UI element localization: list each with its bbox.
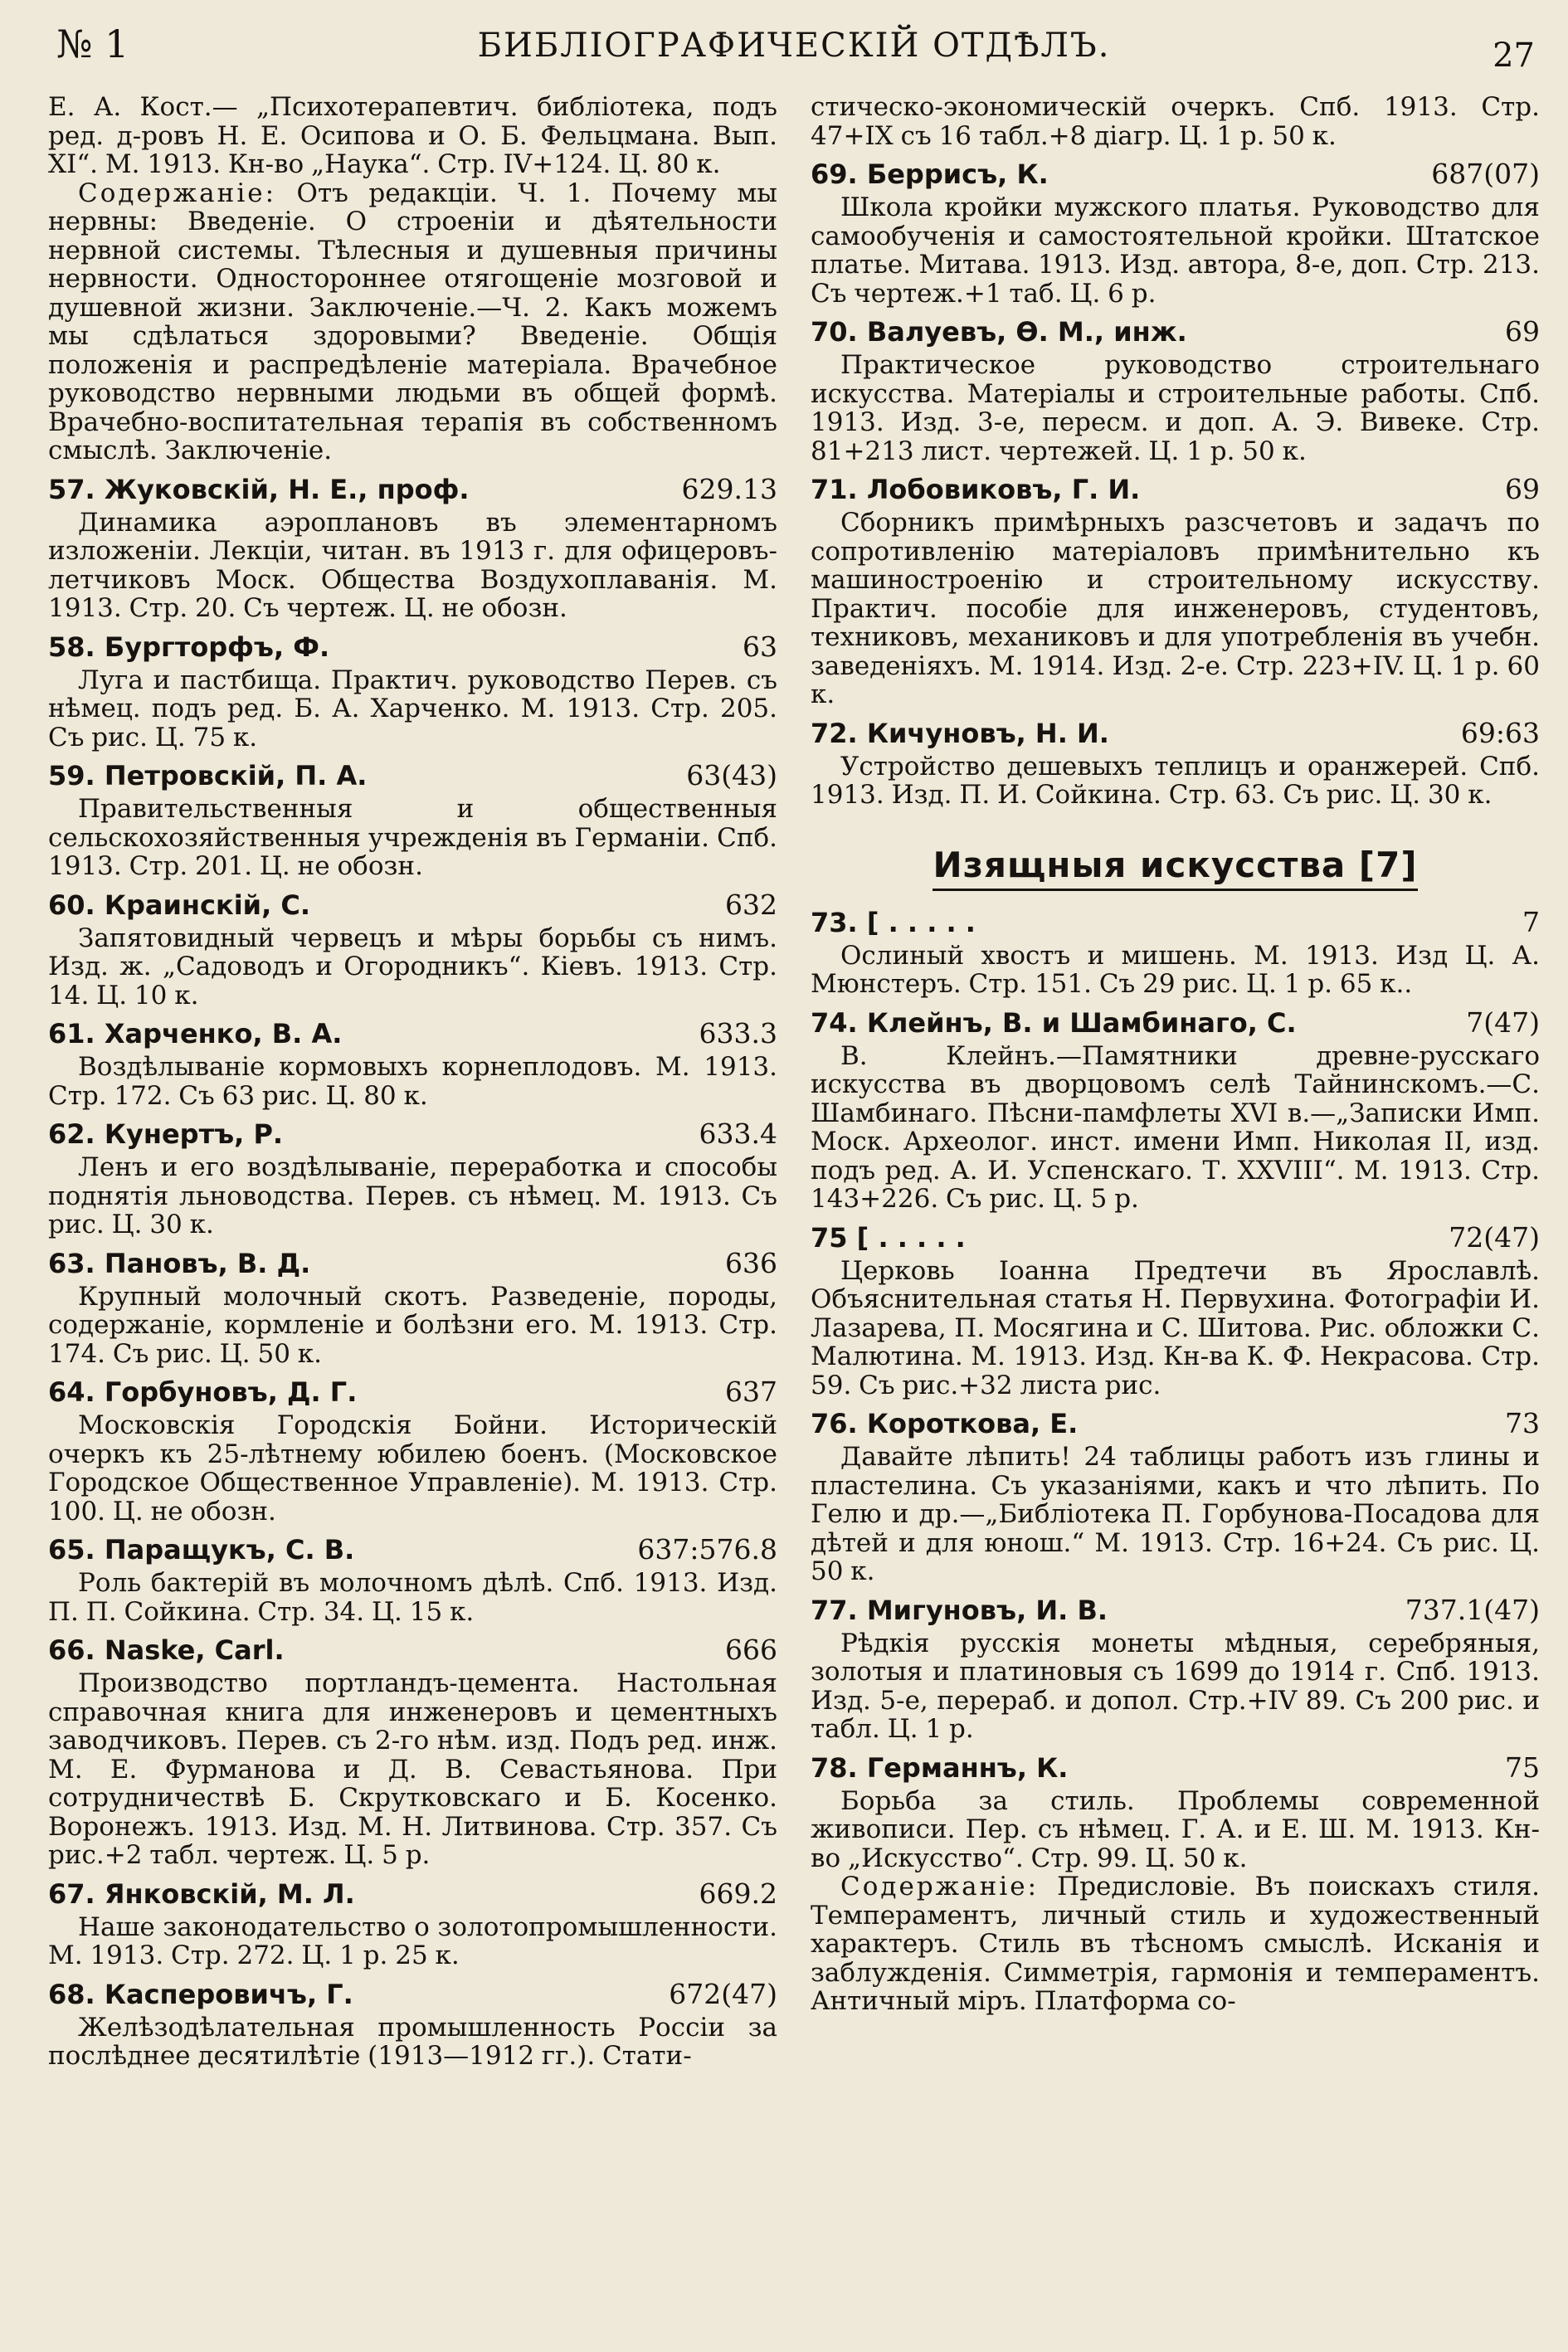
entry-description: В. Клейнъ.—Памятники древне-русскаго искусства въ дворцовомъ селѣ Тайнинскомъ.—С. Шамбинаго. Пѣсни-памфлеты XVI в.—„Записки Имп. Моск. Археолог. инст. имени Имп. Николая II, изд. подъ ред. А. И. Успенскаго. Т. XXVIII“. М. 1913. Стр. 143+226. Съ рис. Ц. 5 р.: [811, 1040, 1540, 1214]
classification-code: 633.3: [699, 1017, 777, 1049]
art-entry-list: [811, 907, 1540, 1873]
entry-author: [48, 1118, 283, 1150]
bibliography-entry: [48, 474, 777, 623]
contents-paragraph: [48, 179, 777, 465]
continued-entry-text: Е. А. Кост.— „Психотерапевтич. библіотека, подъ ред. д-ровъ Н. Е. Осипова и О. Б. Фельцмана. Вып. XI“. М. 1913. Кн-во „Наука“. Стр. IV+124. Ц. 80 к.: [48, 93, 777, 179]
entry-heading: [811, 1222, 1540, 1254]
classification-code: 69: [1505, 315, 1540, 348]
entry-number: 67.: [48, 1877, 95, 1910]
entry-number: 68.: [48, 1978, 95, 2010]
entry-heading: [48, 474, 777, 505]
entry-author: [811, 1595, 1108, 1626]
author-name: Клейнъ, В. и Шамбинаго, С.: [866, 1006, 1297, 1039]
entry-author: [811, 1007, 1297, 1039]
classification-code: 637: [725, 1376, 777, 1408]
author-name: [ . . . . .: [866, 906, 976, 938]
author-name: Короткова, Е.: [866, 1408, 1079, 1439]
entry-description: Школа кройки мужского платья. Руководство для самообученія и самостоятельной кройки. Штатское платье. Митава. 1913. Изд. автора, 8-е, доп. Стр. 213. Съ чертеж.+1 таб. Ц. 6 р.: [811, 192, 1540, 309]
page-header: [48, 15, 1540, 75]
page-number: 27: [1493, 37, 1535, 75]
author-name: Пановъ, В. Д.: [104, 1247, 311, 1279]
classification-code: 73: [1505, 1407, 1540, 1439]
classification-code: 69:63: [1460, 716, 1540, 749]
entry-heading: [811, 1408, 1540, 1439]
entry-heading: [48, 1376, 777, 1408]
author-name: Жуковскій, Н. Е., проф.: [104, 473, 470, 505]
bibliography-entry: [48, 1248, 777, 1369]
entry-heading: [811, 907, 1540, 938]
entry-author: [811, 1222, 966, 1254]
entry-description: Динамика аэроплановъ въ элементарномъ изложеніи. Лекціи, читан. въ 1913 г. для офицеровъ-летчиковъ Моск. Общества Воздухоплаванія. М. 1913. Стр. 20. Съ чертеж. Ц. не обозн.: [48, 507, 777, 623]
author-name: Паращукъ, С. В.: [104, 1534, 355, 1566]
entry-heading: [48, 631, 777, 663]
entry-description: Наше законодательство о золотопромышленности. М. 1913. Стр. 272. Ц. 1 р. 25 к.: [48, 1911, 777, 1970]
entry-heading: [48, 1534, 777, 1566]
bibliography-entry: [811, 158, 1540, 308]
entry-heading: [811, 1752, 1540, 1784]
entry-description: Крупный молочный скотъ. Разведеніе, породы, содержаніе, кормленіе и болѣзни его. М. 1913. Стр. 174. Съ рис. Ц. 50 к.: [48, 1281, 777, 1369]
entry-description: Запятовидный червецъ и мѣры борьбы съ нимъ. Изд. ж. „Садоводъ и Огородникъ“. Кіевъ. 1913. Стр. 14. Ц. 10 к.: [48, 923, 777, 1010]
bibliography-entry: [48, 631, 777, 752]
left-entry-list: [48, 474, 777, 2071]
entry-heading: [48, 1248, 777, 1279]
entry-number: 76.: [811, 1408, 858, 1439]
entry-description: Правительственныя и общественныя сельскохозяйственныя учрежденія въ Германіи. Спб. 1913. Стр. 201. Ц. не обозн.: [48, 794, 777, 881]
author-name: Янковскій, М. Л.: [104, 1877, 355, 1910]
right-entry-list: [811, 158, 1540, 810]
entry-heading: [48, 1018, 777, 1049]
bibliography-entry: [48, 1118, 777, 1239]
entry-description: Желѣзодѣлательная промышленность Россіи за послѣднее десятилѣтіе (1913—1912 гг.). Стати-: [48, 2012, 777, 2071]
entry-author: [811, 158, 1049, 190]
classification-code: 7(47): [1466, 1006, 1540, 1039]
entry-author: [48, 1878, 355, 1910]
entry-heading: [811, 158, 1540, 190]
entry-number: 63.: [48, 1247, 95, 1279]
classification-code: 75: [1505, 1751, 1540, 1784]
author-name: Мигуновъ, И. В.: [866, 1594, 1108, 1626]
entry-description: Практическое руководство строительнаго искусства. Матеріалы и строительные работы. Спб. 1913. Изд. 3-е, пересм. и доп. А. Э. Вивеке. Стр. 81+213 лист. чертежей. Ц. 1 р. 50 к.: [811, 350, 1540, 466]
bibliography-entry: [811, 474, 1540, 709]
entry-heading: [48, 760, 777, 791]
classification-code: 669.2: [699, 1877, 777, 1910]
author-name: Кичуновъ, Н. И.: [866, 717, 1109, 749]
section-heading: БИБЛІОГРАФИЧЕСКІЙ ОТДѢЛЪ.: [477, 27, 1111, 65]
classification-code: 63: [743, 630, 777, 663]
entry-author: [811, 1752, 1068, 1784]
section-title-text: Изящныя искусства [7]: [933, 845, 1417, 891]
entry-description: Воздѣлываніе кормовыхъ корнеплодовъ. М. 1913. Стр. 172. Съ 63 рис. Ц. 80 к.: [48, 1052, 777, 1111]
entry-author: [811, 316, 1187, 348]
classification-code: 637:576.8: [637, 1533, 777, 1566]
entry-number: 77.: [811, 1594, 858, 1626]
entry-number: 73.: [811, 906, 858, 938]
entry-author: [811, 718, 1109, 749]
entry-author: [48, 889, 310, 921]
classification-code: 666: [725, 1634, 777, 1666]
entry-description: Московскія Городскія Бойни. Историческій очеркъ къ 25-лѣтнему юбилею боенъ. (Московское Городское Общественное Управленіе). М. 1913. Стр. 100. Ц. не обозн.: [48, 1410, 777, 1527]
entry-number: 58.: [48, 631, 95, 663]
bibliography-entry: [811, 1595, 1540, 1744]
entry-heading: [48, 1634, 777, 1666]
bibliography-entry: [48, 1376, 777, 1526]
two-column-body: [48, 93, 1540, 2335]
classification-code: 672(47): [669, 1977, 777, 2010]
entry-heading: [811, 1595, 1540, 1626]
entry-description: Роль бактерій въ молочномъ дѣлѣ. Спб. 1913. Изд. П. П. Сойкина. Стр. 34. Ц. 15 к.: [48, 1568, 777, 1627]
entry-heading: [811, 718, 1540, 749]
entry-heading: [811, 316, 1540, 348]
bibliography-entry: [48, 760, 777, 881]
entry-number: 72.: [811, 717, 858, 749]
contents-text: Предисловіе. Въ поискахъ стиля. Темпераментъ, личный стиль и художественный характеръ. Стиль въ тѣсномъ смыслѣ. Исканія и заблужденія. Симметрія, гармонія и темпераментъ. Античный міръ. Платформа со-: [811, 1872, 1540, 2016]
bibliography-entry: [811, 1007, 1540, 1214]
contents-label: Содержаніе:: [78, 178, 277, 208]
classification-code: 632: [725, 888, 777, 921]
entry-author: [811, 1408, 1078, 1439]
classification-code: 72(47): [1449, 1220, 1540, 1254]
entry-number: 61.: [48, 1018, 95, 1049]
author-name: Валуевъ, Ѳ. М., инж.: [866, 316, 1187, 348]
contents-text: Отъ редакціи. Ч. 1. Почему мы нервны: Введеніе. О строеніи и дѣятельности нервной системы. Тѣлесныя и душевныя причины нервности. Одностороннее отягощеніе мозговой и душевной жизни. Заключеніе.—Ч. 2. Какъ можемъ мы сдѣлаться здоровыми? Введеніе. Общія положенія и распредѣленіе матеріала. Врачебное руководство нервными людьми въ общей формѣ. Врачебно-воспитательная терапія въ собственномъ смыслѣ. Заключеніе.: [48, 178, 777, 465]
author-name: [ . . . . .: [856, 1221, 966, 1254]
bibliography-entry: [48, 1018, 777, 1110]
entry-number: 60.: [48, 889, 95, 921]
bibliography-entry: [811, 1752, 1540, 1873]
author-name: Петровскій, П. А.: [104, 760, 368, 791]
classification-code: 633.4: [699, 1118, 777, 1150]
entry-author: [48, 1018, 342, 1049]
author-name: Краинскій, С.: [104, 889, 311, 921]
entry-author: [48, 760, 367, 791]
entry-description: Устройство дешевыхъ теплицъ и оранжерей. Спб. 1913. Изд. П. И. Сойкина. Стр. 63. Съ рис. Ц. 30 к.: [811, 751, 1540, 810]
entry-number: 65.: [48, 1534, 95, 1566]
author-name: Бургторфъ, Ф.: [104, 631, 330, 663]
author-name: Кунертъ, Р.: [104, 1118, 284, 1150]
issue-number: № 1: [56, 22, 129, 66]
continued-entry-text: стическо-экономическій очеркъ. Спб. 1913. Стр. 47+IX съ 16 табл.+8 діагр. Ц. 1 р. 50 к.: [811, 93, 1540, 151]
classification-code: 7: [1522, 905, 1540, 938]
classification-code: 687(07): [1431, 158, 1540, 190]
classification-code: 737.1(47): [1405, 1593, 1540, 1626]
author-name: Naske, Carl.: [104, 1634, 285, 1666]
bibliography-entry: [48, 1634, 777, 1870]
author-name: Харченко, В. А.: [104, 1018, 343, 1049]
entry-author: [48, 1979, 353, 2010]
entry-heading: [48, 889, 777, 921]
entry-description: Сборникъ примѣрныхъ разсчетовъ и задачъ по сопротивленію матеріаловъ примѣнительно къ машиностроенію и строительному искусству. Практич. пособіе для инженеровъ, студентовъ, техниковъ, механиковъ и для употребленія въ учебн. заведеніяхъ. М. 1914. Изд. 2-е. Стр. 223+IV. Ц. 1 р. 60 к.: [811, 508, 1540, 709]
entry-number: 64.: [48, 1376, 95, 1408]
bibliography-entry: [811, 1222, 1540, 1400]
contents-paragraph: [811, 1872, 1540, 2016]
entry-description: Рѣдкія русскія монеты мѣдныя, серебряныя, золотыя и платиновыя съ 1699 до 1914 г. Спб. 1913. Изд. 5-е, перераб. и допол. Стр.+IV 89. Съ 200 рис. и табл. Ц. 1 р.: [811, 1628, 1540, 1744]
entry-number: 71.: [811, 474, 858, 505]
entry-description: Борьба за стиль. Проблемы современной живописи. Пер. съ нѣмец. Г. А. и Е. Ш. М. 1913. Кн-во „Искусство“. Стр. 99. Ц. 50 к.: [811, 1785, 1540, 1873]
entry-description: Ослиный хвостъ и мишень. М. 1913. Изд Ц. А. Мюнстеръ. Стр. 151. Съ 29 рис. Ц. 1 р. 65 к..: [811, 940, 1540, 999]
author-name: Лобовиковъ, Г. И.: [866, 474, 1141, 505]
section-title: [811, 845, 1540, 885]
left-column: [48, 93, 777, 2335]
right-column: [811, 93, 1540, 2335]
classification-code: 63(43): [686, 759, 777, 791]
entry-number: 57.: [48, 473, 95, 505]
entry-heading: [811, 474, 1540, 505]
author-name: Беррисъ, К.: [866, 158, 1049, 190]
entry-number: 69.: [811, 158, 858, 190]
entry-author: [48, 1634, 285, 1666]
author-name: Горбуновъ, Д. Г.: [104, 1376, 358, 1408]
classification-code: 636: [725, 1246, 777, 1279]
bibliography-entry: [811, 1408, 1540, 1586]
entry-heading: [48, 1878, 777, 1910]
classification-code: 629.13: [681, 472, 777, 505]
contents-label: Содержаніе:: [840, 1872, 1040, 1902]
entry-heading: [811, 1007, 1540, 1039]
author-name: Германнъ, К.: [866, 1751, 1069, 1784]
entry-author: [48, 474, 469, 505]
entry-number: 74.: [811, 1006, 858, 1039]
bibliography-entry: [48, 1534, 777, 1626]
entry-number: 78.: [811, 1751, 858, 1784]
entry-number: 70.: [811, 316, 858, 348]
entry-author: [811, 474, 1140, 505]
entry-author: [811, 907, 976, 938]
bibliography-entry: [48, 1979, 777, 2071]
bibliography-entry: [811, 316, 1540, 465]
classification-code: 69: [1505, 473, 1540, 505]
bibliography-entry: [48, 889, 777, 1010]
entry-author: [48, 1376, 357, 1408]
entry-number: 59.: [48, 760, 95, 791]
entry-author: [48, 1248, 310, 1279]
entry-description: Давайте лѣпить! 24 таблицы работъ изъ глины и пластелина. Съ указаніями, какъ и что лѣпить. По Гелю и др.—„Библіотека П. Горбунова-Посадова для дѣтей и для юнош.“ М. 1913. Стр. 16+24. Съ рис. Ц. 50 к.: [811, 1442, 1540, 1586]
bibliography-entry: [811, 718, 1540, 810]
entry-heading: [48, 1118, 777, 1150]
entry-author: [48, 1534, 354, 1566]
entry-number: 75: [811, 1221, 848, 1254]
bibliography-entry: [48, 1878, 777, 1970]
author-name: Касперовичъ, Г.: [104, 1978, 353, 2010]
entry-number: 62.: [48, 1118, 95, 1150]
entry-number: 66.: [48, 1634, 95, 1666]
entry-description: Производство портландъ-цемента. Настольная справочная книга для инженеровъ и цементныхъ заводчиковъ. Перев. съ 2-го нѣм. изд. Подъ ред. инж. М. Е. Фурманова и Д. В. Севастьянова. При сотрудничествѣ Б. Скрутковскаго и Б. Косенко. Воронежъ. 1913. Изд. М. Н. Литвинова. Стр. 357. Съ рис.+2 табл. чертеж. Ц. 5 р.: [48, 1668, 777, 1870]
entry-description: Луга и пастбища. Практич. руководство Перев. съ нѣмец. подъ ред. Б. А. Харченко. М. 1913. Стр. 205. Съ рис. Ц. 75 к.: [48, 665, 777, 752]
entry-description: Ленъ и его воздѣлываніе, переработка и способы поднятія льноводства. Перев. съ нѣмец. М. 1913. Съ рис. Ц. 30 к.: [48, 1152, 777, 1239]
entry-heading: [48, 1979, 777, 2010]
entry-author: [48, 631, 329, 663]
bibliography-entry: [811, 907, 1540, 999]
entry-description: Церковь Іоанна Предтечи въ Ярославлѣ. Объяснительная статья Н. Первухина. Фотографіи И. Лазарева, П. Мосягина и С. Шитова. Рис. обложки С. Малютина. М. 1913. Изд. Кн-ва К. Ф. Некрасова. Стр. 59. Съ рис.+32 листа рис.: [811, 1255, 1540, 1400]
